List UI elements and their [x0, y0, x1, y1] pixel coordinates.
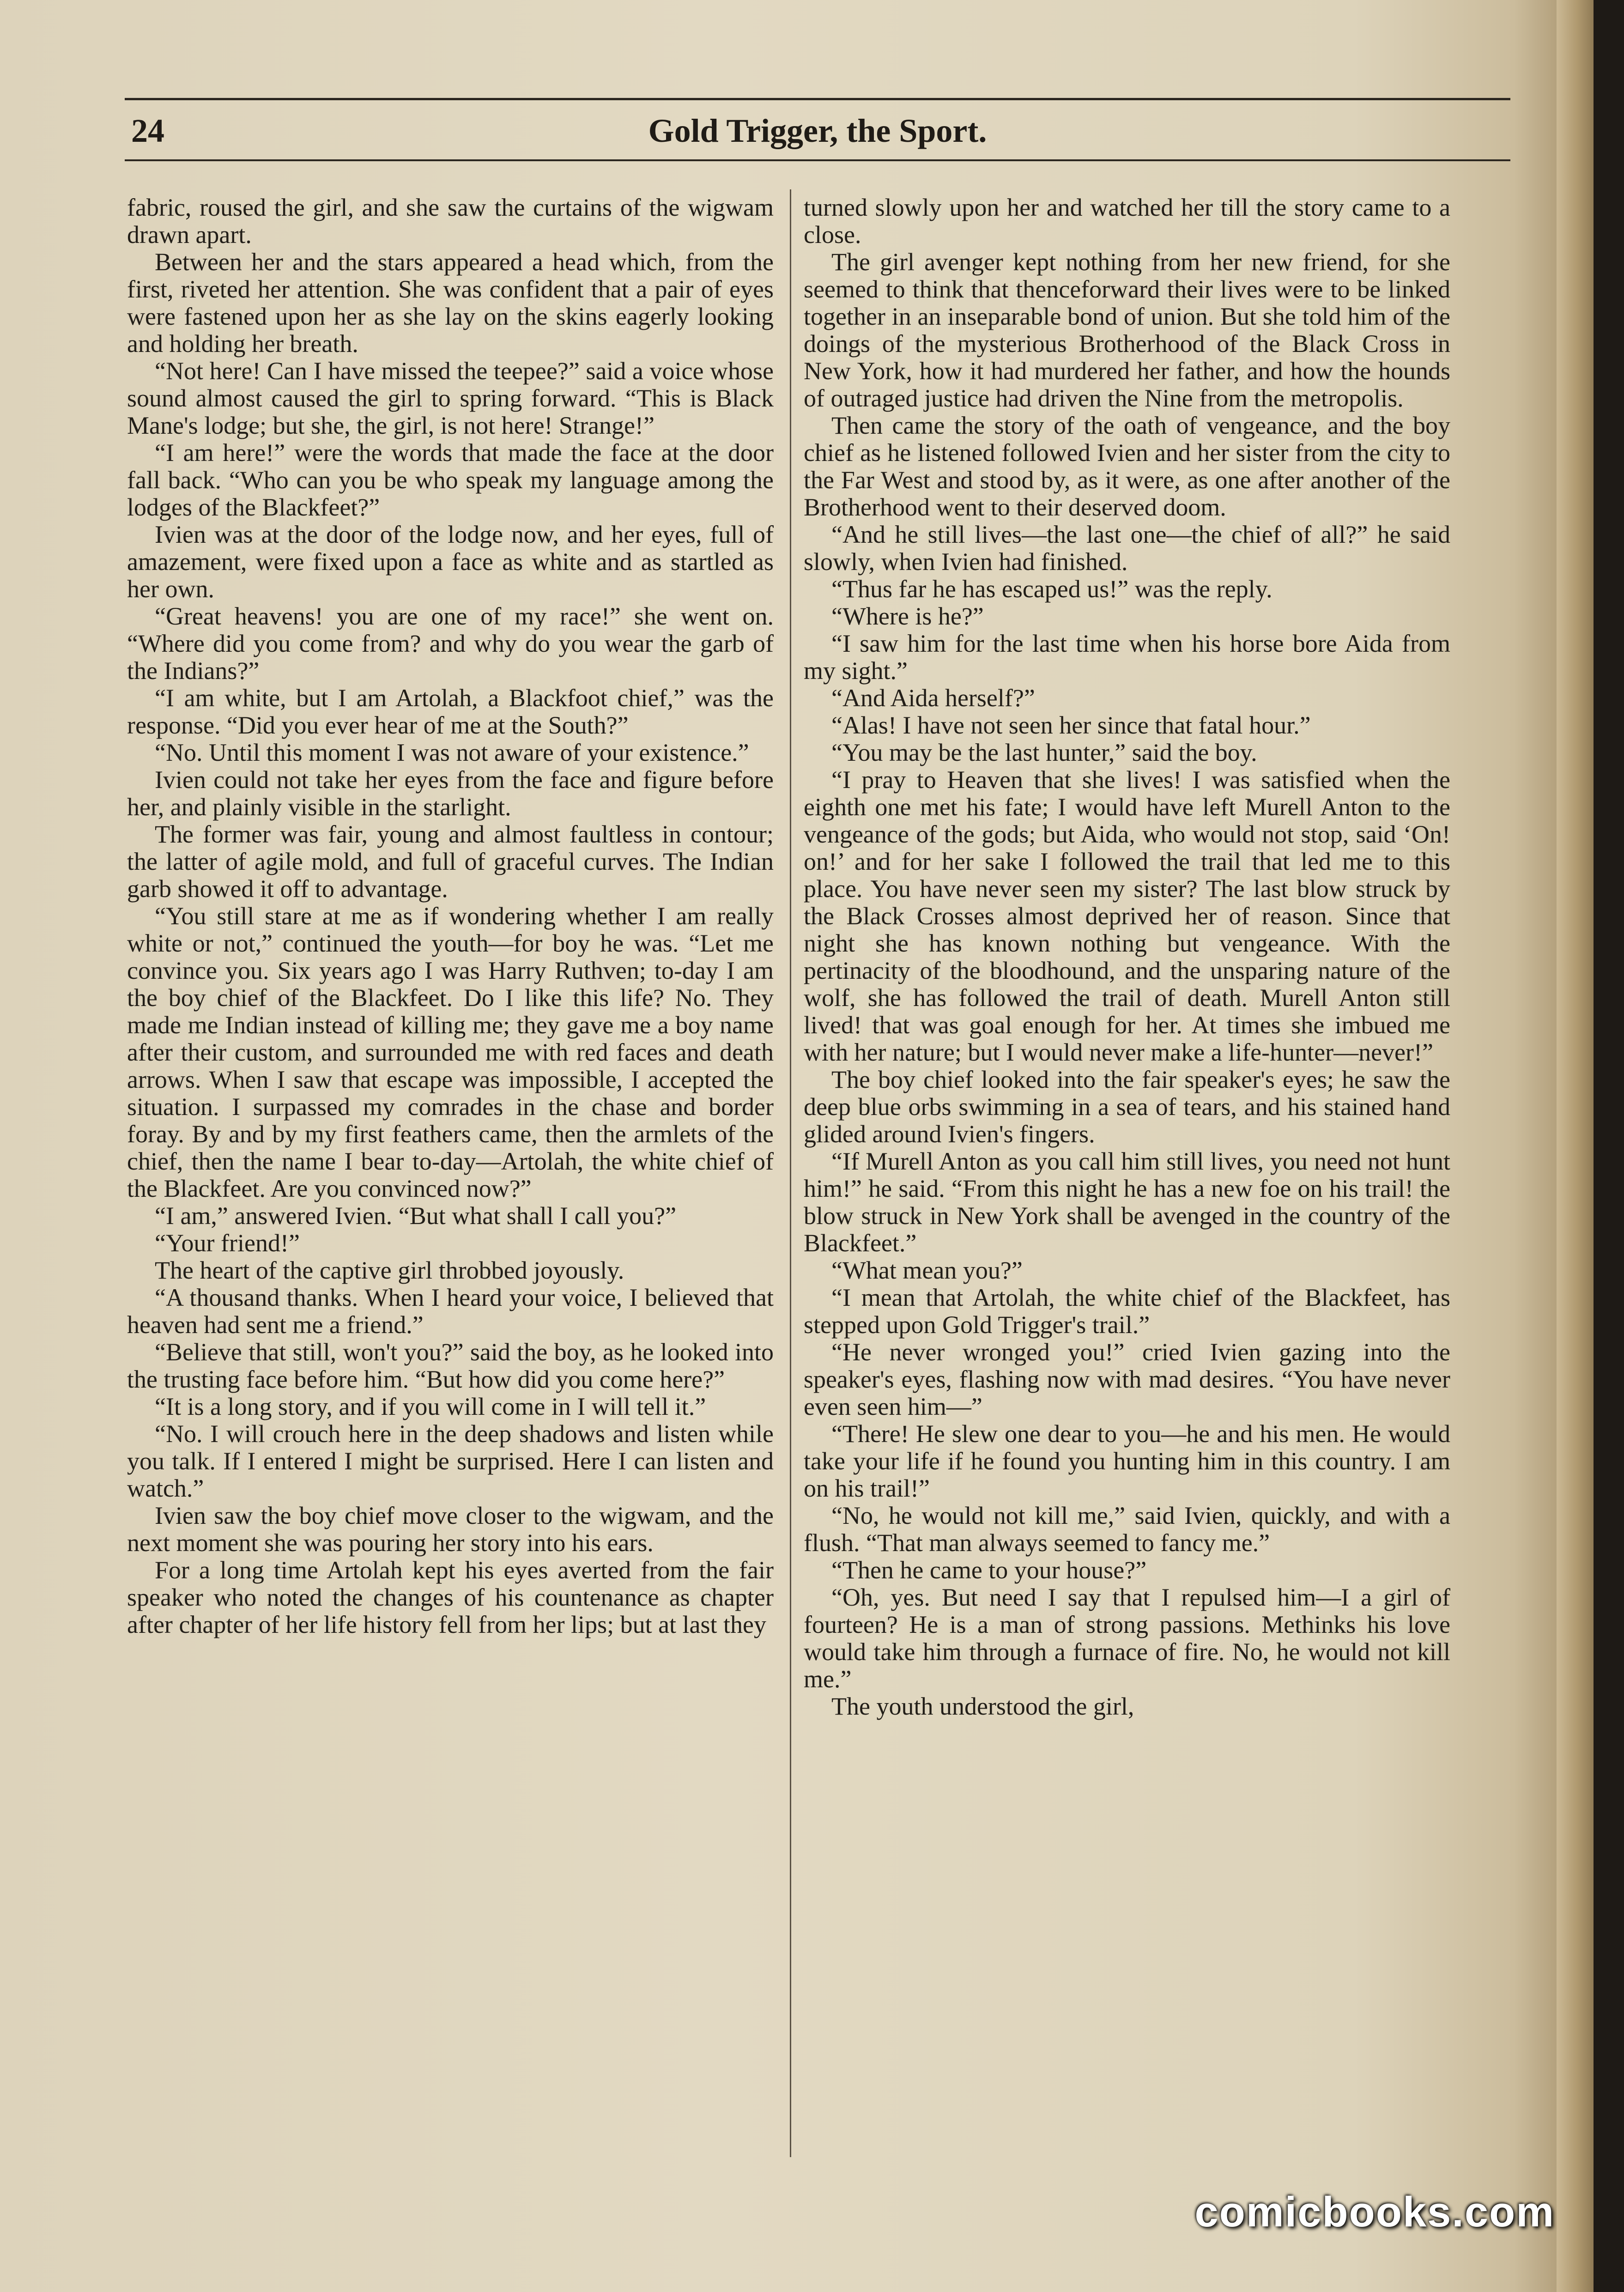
- top-rule: [125, 98, 1510, 100]
- page-header: [125, 111, 1510, 166]
- paragraph: turned slowly upon her and watched her till the story came to a close.: [804, 194, 1450, 249]
- running-title: Gold Trigger, the Sport.: [648, 112, 987, 149]
- paragraph: “What mean you?”: [831, 1256, 1023, 1284]
- paragraph: Ivien could not take her eyes from the face and figure before her, and plainly visible in the starlight.: [127, 766, 774, 821]
- paragraph: “There! He slew one dear to you—he and his men. He would take your life if he found you hunting him in this country. I am on his trail!”: [804, 1420, 1450, 1502]
- paragraph: “Thus far he has escaped us!” was the reply.: [831, 575, 1273, 603]
- paragraph: “He never wronged you!” cried Ivien gazing into the speaker's eyes, flashing now with mad desires. “You have never even seen him—”: [804, 1338, 1450, 1420]
- right-column: [804, 194, 1450, 1720]
- paragraph: “I am here!” were the words that made the face at the door fall back. “Who can you be who speak my language among the lodges of the Blackfeet?”: [127, 439, 774, 521]
- paragraph: “I pray to Heaven that she lives! I was satisfied when the eighth one met his fate; I would have left Murell Anton to the vengeance of the gods; but Aida, who would not stop, said ‘On! on!’ and for her sake I followed the trail that led me to this place. You have never seen my sister? The last blow struck by the Black Crosses almost deprived her of reason. Since that night she has known nothing but vengeance. With the pertinacity of the bloodhound, and the unsparing nature of the wolf, she has followed the trail of death. Murell Anton still lived! that was goal enough for her. At times she imbued me with her nature; but I would never make a life-hunter—never!”: [804, 766, 1450, 1066]
- paragraph: “It is a long story, and if you will come in I will tell it.”: [155, 1393, 706, 1420]
- paragraph: “You still stare at me as if wondering whether I am really white or not,” continued the youth—for boy he was. “Let me convince you. Six years ago I was Harry Ruthven; to-day I am the boy chief of the Blackfeet. Do I like this life? No. They made me Indian instead of killing me; they gave me a boy name after their custom, and surrounded me with red faces and death arrows. When I saw that escape was impossible, I accepted the situation. I surpassed my comrades in the chase and border foray. By and by my first feathers came, then the armlets of the chief, then the name I bear to-day—Artolah, the white chief of the Blackfeet. Are you convinced now?”: [127, 902, 774, 1202]
- paragraph: “A thousand thanks. When I heard your voice, I believed that heaven had sent me a friend.”: [127, 1284, 774, 1339]
- paragraph: “No. Until this moment I was not aware of your existence.”: [155, 739, 749, 766]
- page-spine-edge: [1557, 0, 1594, 2292]
- paragraph: Then came the story of the oath of vengeance, and the boy chief as he listened followed Ivien and her sister from the city to the Far West and stood by, as it were, as one after another of the Brotherhood went to their deserved doom.: [804, 412, 1450, 521]
- column-divider: [790, 189, 791, 2157]
- paragraph: “Oh, yes. But need I say that I repulsed him—I a girl of fourteen? He is a man of strong passions. Methinks his love would take him through a furnace of fire. No, he would not kill me.”: [804, 1583, 1450, 1693]
- paragraph: “No. I will crouch here in the deep shadows and listen while you talk. If I entered I might be surprised. Here I can listen and watch.”: [127, 1420, 774, 1502]
- paragraph: Between her and the stars appeared a head which, from the first, riveted her attention. She was confident that a pair of eyes were fastened upon her as she lay on the skins eagerly looking and holding her breath.: [127, 248, 774, 358]
- paragraph: “Great heavens! you are one of my race!” she went on. “Where did you come from? and why do you wear the garb of the Indians?”: [127, 602, 774, 685]
- paragraph: The heart of the captive girl throbbed joyously.: [155, 1256, 624, 1284]
- paragraph: “I saw him for the last time when his horse bore Aida from my sight.”: [804, 630, 1450, 685]
- watermark: comicbooks.com: [1194, 2189, 1555, 2236]
- paragraph: For a long time Artolah kept his eyes averted from the fair speaker who noted the changes of his countenance as chapter after chapter of her life history fell from her lips; but at last they: [127, 1556, 774, 1638]
- paragraph: The boy chief looked into the fair speaker's eyes; he saw the deep blue orbs swimming in a sea of tears, and his stained hand glided around Ivien's fingers.: [804, 1066, 1450, 1148]
- paragraph: “Alas! I have not seen her since that fatal hour.”: [831, 711, 1311, 739]
- paragraph: “Then he came to your house?”: [831, 1556, 1147, 1584]
- paragraph: “You may be the last hunter,” said the boy.: [831, 739, 1257, 766]
- paragraph: “I am white, but I am Artolah, a Blackfoot chief,” was the response. “Did you ever hear of me at the South?”: [127, 684, 774, 739]
- paragraph: “Believe that still, won't you?” said the boy, as he looked into the trusting face before him. “But how did you come here?”: [127, 1338, 774, 1393]
- paragraph: Ivien was at the door of the lodge now, and her eyes, full of amazement, were fixed upon a face as white and as startled as her own.: [127, 521, 774, 603]
- paragraph: The former was fair, young and almost faultless in contour; the latter of agile mold, and full of graceful curves. The Indian garb showed it off to advantage.: [127, 820, 774, 903]
- paragraph: “I mean that Artolah, the white chief of the Blackfeet, has stepped upon Gold Trigger's trail.”: [804, 1284, 1450, 1339]
- paragraph: “And he still lives—the last one—the chief of all?” he said slowly, when Ivien had finished.: [804, 521, 1450, 576]
- header-rule: [125, 159, 1510, 161]
- paragraph: The youth understood the girl,: [831, 1692, 1134, 1720]
- paragraph: “And Aida herself?”: [831, 684, 1035, 712]
- paragraph: “Not here! Can I have missed the teepee?” said a voice whose sound almost caused the girl to spring forward. “This is Black Mane's lodge; but she, the girl, is not here! Strange!”: [127, 357, 774, 439]
- left-column: [127, 194, 774, 1638]
- paragraph: The girl avenger kept nothing from her new friend, for she seemed to think that thenceforward their lives were to be linked together in an inseparable bond of union. But she told him of the doings of the mysterious Brotherhood of the Black Cross in New York, how it had murdered her father, and how the hounds of outraged justice had driven the Nine from the metropolis.: [804, 248, 1450, 412]
- paragraph: “No, he would not kill me,” said Ivien, quickly, and with a flush. “That man always seemed to fancy me.”: [804, 1502, 1450, 1557]
- paragraph: “If Murell Anton as you call him still lives, you need not hunt him!” he said. “From this night he has a new foe on his trail! the blow struck in New York shall be avenged in the country of the Blackfeet.”: [804, 1147, 1450, 1257]
- paragraph: Ivien saw the boy chief move closer to the wigwam, and the next moment she was pouring her story into his ears.: [127, 1502, 774, 1557]
- paragraph: “I am,” answered Ivien. “But what shall I call you?”: [155, 1202, 677, 1230]
- page-number: 24: [131, 112, 164, 149]
- paragraph: “Your friend!”: [155, 1229, 300, 1257]
- paragraph: “Where is he?”: [831, 602, 984, 630]
- paragraph: fabric, roused the girl, and she saw the curtains of the wigwam drawn apart.: [127, 194, 774, 249]
